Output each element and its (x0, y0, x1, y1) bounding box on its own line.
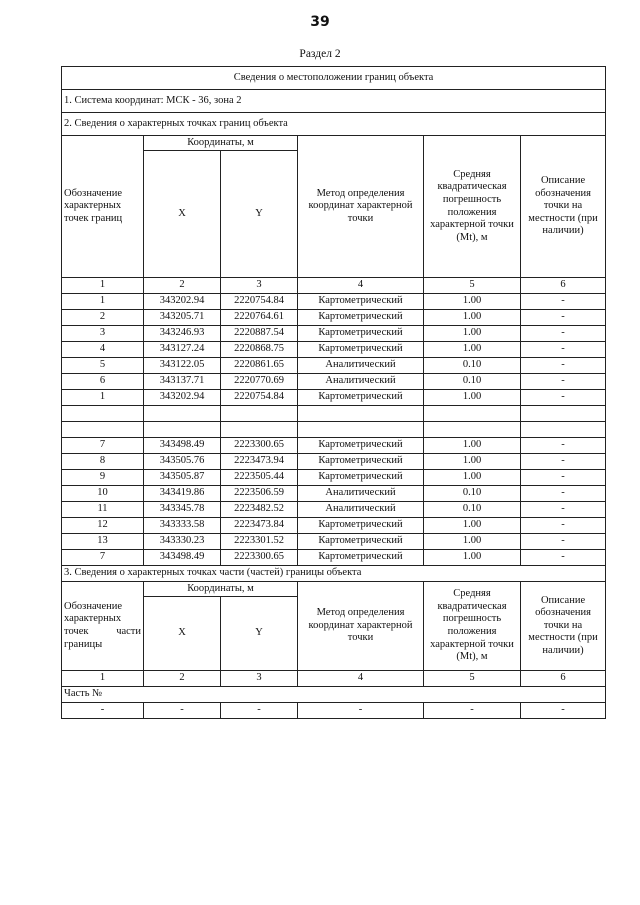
table-row (62, 550, 606, 566)
x-coordinate: 343333.58 (144, 518, 221, 534)
x-coordinate: 343498.49 (144, 550, 221, 566)
description: - (521, 294, 606, 310)
separator-row (62, 422, 606, 438)
column-number: 3 (221, 671, 298, 687)
header3-point-designation: Обозначение характерных точек части границы (62, 582, 144, 671)
header-y: Y (221, 151, 298, 278)
description: - (521, 454, 606, 470)
method: Аналитический (298, 374, 424, 390)
method: Картометрический (298, 550, 424, 566)
y-coordinate: 2220861.65 (221, 358, 298, 374)
point-id: 4 (62, 342, 144, 358)
point-id: 12 (62, 518, 144, 534)
column-number: 3 (221, 278, 298, 294)
part-row (62, 703, 606, 719)
point-id: 9 (62, 470, 144, 486)
description: - (521, 518, 606, 534)
error-value: 0.10 (424, 374, 521, 390)
description: - (521, 310, 606, 326)
column-number: 6 (521, 278, 606, 294)
column-number: 5 (424, 278, 521, 294)
point-id: 6 (62, 374, 144, 390)
column-number: 2 (144, 671, 221, 687)
table-row (62, 438, 606, 454)
error-value: 1.00 (424, 438, 521, 454)
point-id: 3 (62, 326, 144, 342)
y-coordinate: 2220868.75 (221, 342, 298, 358)
method: Аналитический (298, 358, 424, 374)
part-label: Часть № (62, 687, 606, 703)
point-id: 2 (62, 310, 144, 326)
method: Картометрический (298, 438, 424, 454)
part-cell: - (221, 703, 298, 719)
description: - (521, 374, 606, 390)
x-coordinate: 343202.94 (144, 390, 221, 406)
description: - (521, 534, 606, 550)
point-id: 13 (62, 534, 144, 550)
section2-title: 2. Сведения о характерных точках границ объекта (62, 113, 606, 136)
table-row (62, 518, 606, 534)
column-number: 4 (298, 278, 424, 294)
x-coordinate: 343205.71 (144, 310, 221, 326)
y-coordinate: 2220754.84 (221, 294, 298, 310)
table-row (62, 390, 606, 406)
point-id: 1 (62, 390, 144, 406)
table-row (62, 502, 606, 518)
boundaries-table (61, 66, 606, 719)
point-id: 8 (62, 454, 144, 470)
error-value: 1.00 (424, 310, 521, 326)
error-value: 1.00 (424, 454, 521, 470)
y-coordinate: 2223473.84 (221, 518, 298, 534)
column-number: 2 (144, 278, 221, 294)
column-number: 4 (298, 671, 424, 687)
column-number: 1 (62, 278, 144, 294)
method: Картометрический (298, 454, 424, 470)
point-id: 7 (62, 438, 144, 454)
column-numbers-row-3 (62, 671, 606, 687)
part-cell: - (144, 703, 221, 719)
description: - (521, 486, 606, 502)
coordinate-system: 1. Система координат: МСК - 36, зона 2 (62, 90, 606, 113)
description: - (521, 326, 606, 342)
part-cell: - (521, 703, 606, 719)
error-value: 1.00 (424, 326, 521, 342)
column-number: 1 (62, 671, 144, 687)
description: - (521, 470, 606, 486)
description: - (521, 342, 606, 358)
header-x: X (144, 151, 221, 278)
error-value: 1.00 (424, 470, 521, 486)
x-coordinate: 343330.23 (144, 534, 221, 550)
method: Картометрический (298, 470, 424, 486)
x-coordinate: 343345.78 (144, 502, 221, 518)
description: - (521, 438, 606, 454)
error-value: 1.00 (424, 518, 521, 534)
header-method: Метод определения координат характерной точки (298, 136, 424, 278)
error-value: 1.00 (424, 294, 521, 310)
y-coordinate: 2223482.52 (221, 502, 298, 518)
section-label: Раздел 2 (299, 48, 341, 60)
part-cell: - (298, 703, 424, 719)
method: Картометрический (298, 534, 424, 550)
header3-y: Y (221, 597, 298, 671)
table-row (62, 486, 606, 502)
x-coordinate: 343505.76 (144, 454, 221, 470)
error-value: 1.00 (424, 390, 521, 406)
description: - (521, 550, 606, 566)
x-coordinate: 343202.94 (144, 294, 221, 310)
y-coordinate: 2223505.44 (221, 470, 298, 486)
y-coordinate: 2223506.59 (221, 486, 298, 502)
point-id: 5 (62, 358, 144, 374)
column-numbers-row (62, 278, 606, 294)
table-row (62, 294, 606, 310)
method: Картометрический (298, 294, 424, 310)
x-coordinate: 343122.05 (144, 358, 221, 374)
x-coordinate: 343246.93 (144, 326, 221, 342)
column-number: 6 (521, 671, 606, 687)
section3-title: 3. Сведения о характерных точках части (частей) границы объекта (62, 566, 606, 582)
header-error: Средняя квадратическая погрешность положения характерной точки (Mt), м (424, 136, 521, 278)
table-title: Сведения о местоположении границ объекта (62, 67, 606, 90)
error-value: 0.10 (424, 358, 521, 374)
error-value: 0.10 (424, 486, 521, 502)
y-coordinate: 2223300.65 (221, 550, 298, 566)
y-coordinate: 2223473.94 (221, 454, 298, 470)
description: - (521, 358, 606, 374)
method: Картометрический (298, 390, 424, 406)
point-id: 10 (62, 486, 144, 502)
x-coordinate: 343137.71 (144, 374, 221, 390)
contour2-rows (62, 438, 606, 566)
page-number: 39 (310, 14, 330, 30)
contour1-rows (62, 294, 606, 406)
point-id: 11 (62, 502, 144, 518)
error-value: 1.00 (424, 342, 521, 358)
x-coordinate: 343127.24 (144, 342, 221, 358)
method: Картометрический (298, 326, 424, 342)
method: Картометрический (298, 518, 424, 534)
error-value: 0.10 (424, 502, 521, 518)
header3-method: Метод определения координат характерной точки (298, 582, 424, 671)
header-coordinates: Координаты, м (144, 136, 298, 151)
description: - (521, 390, 606, 406)
y-coordinate: 2220754.84 (221, 390, 298, 406)
table-row (62, 374, 606, 390)
header-description: Описание обозначения точки на местности (при наличии) (521, 136, 606, 278)
part-cell: - (424, 703, 521, 719)
point-id: 7 (62, 550, 144, 566)
table-row (62, 454, 606, 470)
table-row (62, 534, 606, 550)
header3-error: Средняя квадратическая погрешность положения характерной точки (Mt), м (424, 582, 521, 671)
method: Картометрический (298, 342, 424, 358)
y-coordinate: 2223301.52 (221, 534, 298, 550)
error-value: 1.00 (424, 550, 521, 566)
header3-description: Описание обозначения точки на местности (при наличии) (521, 582, 606, 671)
y-coordinate: 2220764.61 (221, 310, 298, 326)
method: Аналитический (298, 502, 424, 518)
point-id: 1 (62, 294, 144, 310)
table-row (62, 326, 606, 342)
x-coordinate: 343505.87 (144, 470, 221, 486)
column-number: 5 (424, 671, 521, 687)
method: Картометрический (298, 310, 424, 326)
x-coordinate: 343498.49 (144, 438, 221, 454)
x-coordinate: 343419.86 (144, 486, 221, 502)
table-row (62, 358, 606, 374)
method: Аналитический (298, 486, 424, 502)
table-row (62, 342, 606, 358)
y-coordinate: 2220887.54 (221, 326, 298, 342)
description: - (521, 502, 606, 518)
table-row (62, 310, 606, 326)
y-coordinate: 2220770.69 (221, 374, 298, 390)
header3-coordinates: Координаты, м (144, 582, 298, 597)
part-cell: - (62, 703, 144, 719)
table-row (62, 470, 606, 486)
error-value: 1.00 (424, 534, 521, 550)
header-point-designation: Обозначение характерных точек границ (62, 136, 144, 278)
y-coordinate: 2223300.65 (221, 438, 298, 454)
separator-row (62, 406, 606, 422)
header3-x: X (144, 597, 221, 671)
